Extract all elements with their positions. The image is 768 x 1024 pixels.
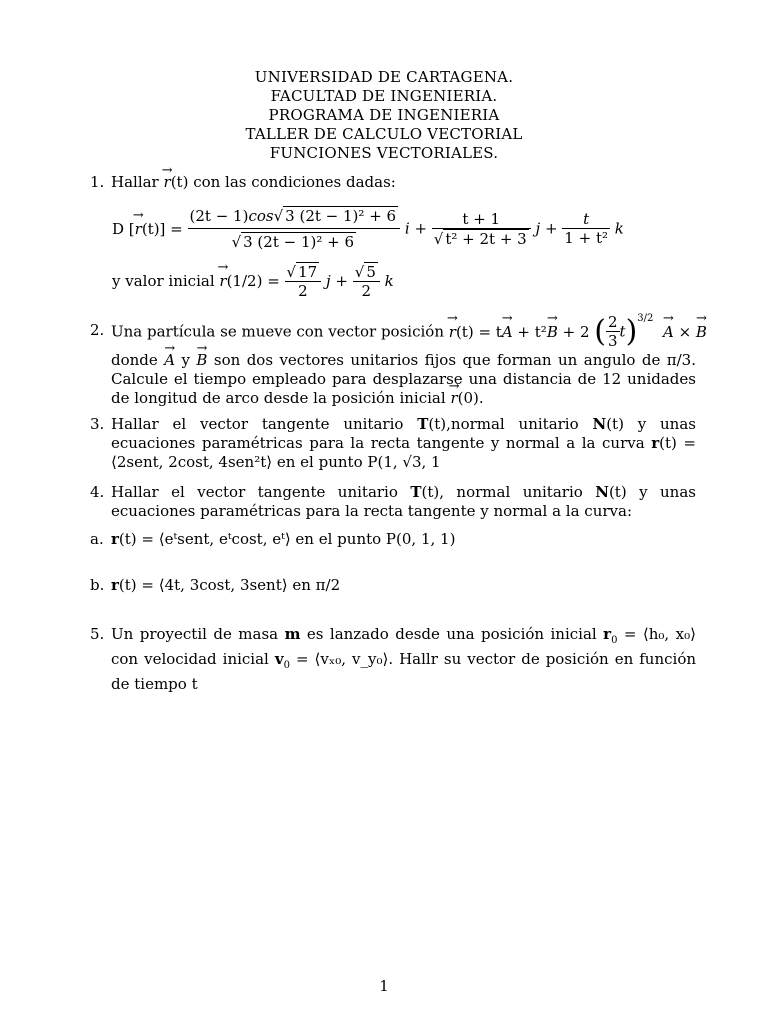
problem-1-derivative-equation: D [→ r(t)] = $\frac{\text{(2t − 1)cos√ 3 (2t − 1)² + 6}}{\text{√ 3 (2t − 1)² + 6}}$ i + $\frac{t + 1}{\text{√ t² + 2t + 3}}$ j + $\frac{t}{\text{1 + t²}}$ k: [112, 206, 624, 251]
page-number: 1: [379, 977, 389, 995]
vector-r-symbol: → r: [164, 173, 171, 192]
problem-1-number: 1.: [90, 173, 105, 191]
problem-4-text: Hallar el vector tangente unitario T(t), normal unitario N(t) y unas ecuaciones paramétricas para la recta tangente y normal a la curva:: [111, 483, 696, 520]
header-course: TALLER DE CALCULO VECTORIAL: [245, 125, 523, 143]
header-university: UNIVERSIDAD DE CARTAGENA.: [254, 68, 514, 86]
problem-2-number: 2.: [90, 321, 105, 339]
problem-3-point: P(1, √3, 1: [367, 453, 441, 471]
problem-1-intro: Hallar → r(t) con las condiciones dadas:: [111, 173, 696, 192]
header-topic: FUNCIONES VECTORIALES.: [269, 144, 499, 162]
problem-2-text: donde → A y → B son dos vectores unitarios fijos que forman un angulo de π/3. Calcule el tiempo empleado para desplazarse una distancia de 12 unidades de longitud de arco desde la posición inicial → r(0).: [111, 351, 696, 408]
problem-2-position-equation: Una partícula se mueve con vector posición → r(t) = t→ A + t²→ B + 2 ( $\frac{2}{3}$ t)$^{3/2}$ → A × → B: [111, 313, 707, 350]
problem-1-initial-value: y valor inicial → r(1/2) = $\frac{√ 17}{2}$ j + $\frac{√ 5}{2}$ k: [112, 262, 394, 300]
problem-3-text: Hallar el vector tangente unitario T(t),normal unitario N(t) y unas ecuaciones paramétricas para la recta tangente y normal a la curva r(t) = ⟨2sent, 2cost, 4sen²t⟩ en el punto P(1, √3, 1: [111, 415, 696, 471]
problem-4a-label: a.: [90, 530, 104, 548]
problem-4b-curve: r(t) = ⟨4t, 3cost, 3sent⟩ en π/2: [111, 576, 341, 594]
problem-4-number: 4.: [90, 483, 105, 501]
header-program: PROGRAMA DE INGENIERIA: [268, 106, 500, 124]
problem-4a-curve: r(t) = ⟨eᵗsent, eᵗcost, eᵗ⟩ en el punto P(0, 1, 1): [111, 530, 456, 548]
document-header: [0, 68, 768, 163]
problem-5-number: 5.: [90, 625, 105, 643]
header-faculty: FACULTAD DE INGENIERIA.: [270, 87, 498, 105]
problem-5-text: Un proyectil de masa m es lanzado desde una posición inicial $r_0$ = ⟨h₀, x₀⟩ con velocidad inicial $v_0$ = ⟨vₓ₀, v_y₀⟩. Hallr su vector de posición en función de tiempo t: [111, 625, 697, 693]
problem-3-number: 3.: [90, 415, 105, 433]
problem-4b-label: b.: [90, 576, 105, 594]
